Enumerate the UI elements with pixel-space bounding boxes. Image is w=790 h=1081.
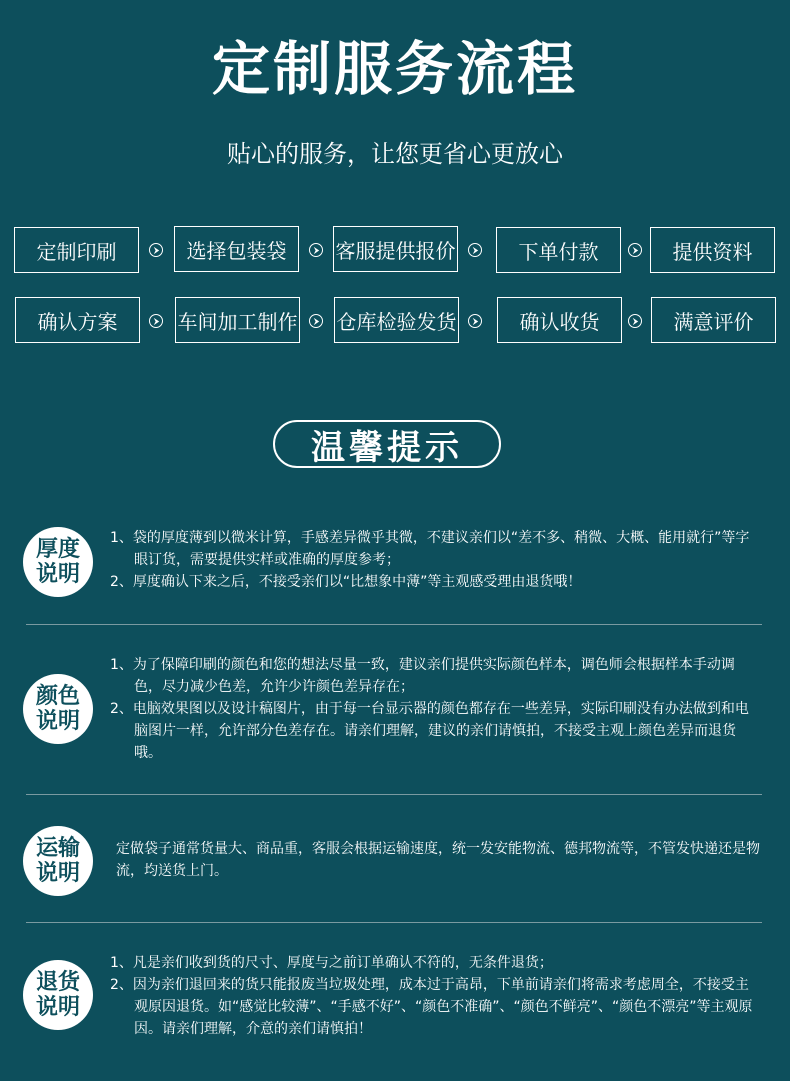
badge-thickness [23,527,93,597]
badge-line: 说明 [35,861,80,886]
badge-color [23,674,93,744]
badge-line: 说明 [35,995,80,1020]
note-item: 2、因为亲们退回来的货只能报废当垃圾处理，成本过于高昂，下单前请亲们将需求考虑周全，不接受主观原因退货。如“感觉比较薄”、“手感不好”、“颜色不准确”、“颜色不鲜亮”、“颜色不漂亮”等主观原因。请亲们理解，介意的亲们请慎拍！ [110,977,753,1037]
step-confirm-plan: 确认方案 [15,297,140,343]
step-provide-info: 提供资料 [650,227,775,273]
note-item: 1、为了保障印刷的颜色和您的想法尽量一致，建议亲们提供实际颜色样本，调色师会根据样本手动调色，尽力减少色差，允许少许颜色差异存在； [110,657,735,695]
badge-line: 说明 [35,709,80,734]
step-custom-print: 定制印刷 [14,227,139,273]
badge-line: 运输 [35,836,80,861]
badge-shipping [23,826,93,896]
divider [26,624,762,625]
divider [26,794,762,795]
note-item: 1、凡是亲们收到货的尺寸、厚度与之前订单确认不符的，无条件退货； [110,955,553,971]
step-choose-bag: 选择包装袋 [174,226,299,272]
page-subtitle: 贴心的服务，让您更省心更放心 [227,140,563,168]
arrow-right-icon [468,243,482,257]
arrow-right-icon [309,243,323,257]
arrow-right-icon [149,243,163,257]
step-ship: 仓库检验发货 [334,297,459,343]
arrow-right-icon [468,314,482,328]
step-quote: 客服提供报价 [333,226,458,272]
arrow-right-icon [628,243,642,257]
note-color [110,654,760,764]
arrow-right-icon [309,314,323,328]
badge-line: 退货 [35,970,80,995]
page-title: 定制服务流程 [211,35,578,103]
badge-line: 颜色 [35,684,80,709]
divider [26,922,762,923]
arrow-right-icon [628,314,642,328]
badge-line: 说明 [35,562,80,587]
note-returns [110,952,760,1040]
badge-returns [23,960,93,1030]
note-item: 1、袋的厚度薄到以微米计算，手感差异微乎其微，不建议亲们以“差不多、稍微、大概、能用就行”等字眼订货，需要提供实样或准确的厚度参考； [110,530,750,568]
note-item: 2、电脑效果图以及设计稿图片，由于每一台显示器的颜色都存在一些差异，实际印刷没有办法做到和电脑图片一样，允许部分色差存在。请亲们理解，建议的亲们请慎拍，不接受主观上颜色差异而退货哦。 [110,701,749,761]
note-shipping [116,838,760,882]
step-pay: 下单付款 [496,227,621,273]
tips-title: 温馨提示 [273,420,501,468]
note-thickness [110,527,760,593]
step-production: 车间加工制作 [175,297,300,343]
step-review: 满意评价 [651,297,776,343]
note-item: 2、厚度确认下来之后，不接受亲们以“比想象中薄”等主观感受理由退货哦！ [110,574,582,590]
arrow-right-icon [149,314,163,328]
step-receive: 确认收货 [497,297,622,343]
badge-line: 厚度 [35,537,80,562]
note-item: 定做袋子通常货量大、商品重，客服会根据运输速度，统一发安能物流、德邦物流等，不管发快递还是物流，均送货上门。 [116,841,760,879]
